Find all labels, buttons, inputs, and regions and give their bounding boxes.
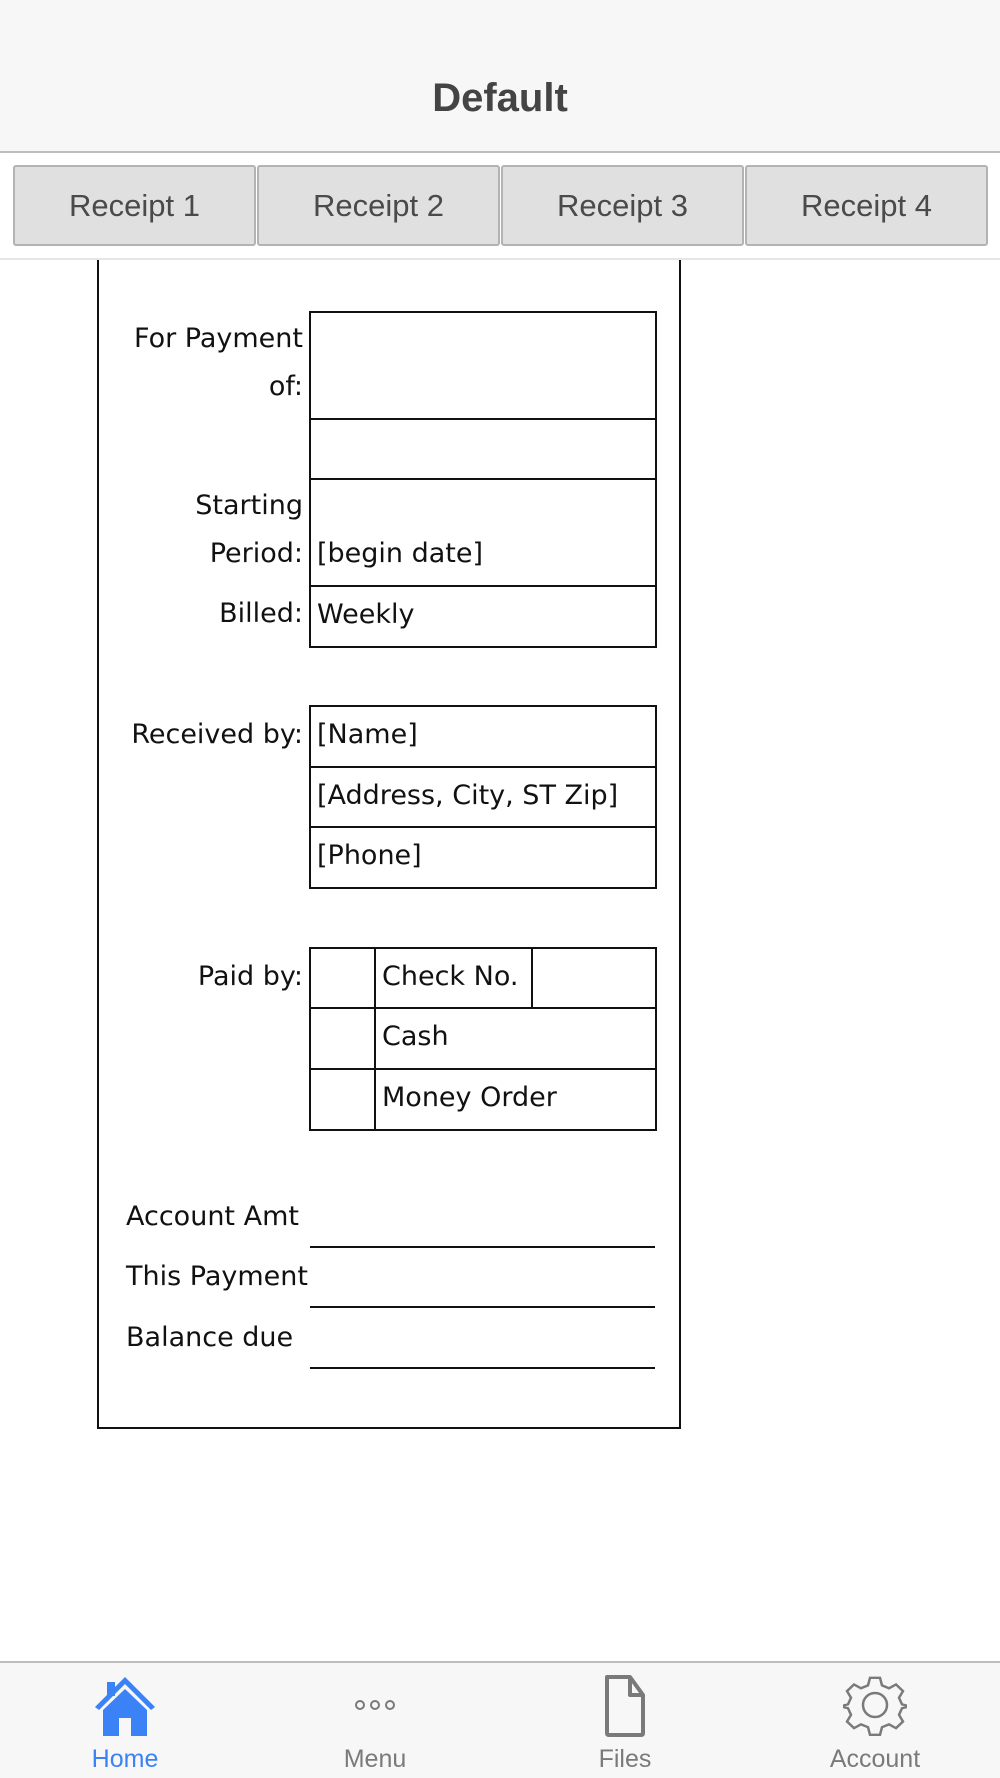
for-payment-label-line1: For Payment — [134, 323, 303, 354]
header — [0, 0, 1000, 153]
tab-receipt-1[interactable]: Receipt 1 — [13, 165, 256, 246]
starting-period-label-line2: Period: — [209, 538, 303, 569]
tab-receipt-2[interactable]: Receipt 2 — [257, 165, 500, 246]
received-by-phone: [Phone] — [317, 840, 422, 871]
cash-label: Cash — [382, 1021, 449, 1052]
tabbar-menu[interactable] — [250, 1663, 500, 1778]
starting-period-value: [begin date] — [317, 538, 484, 569]
received-by-label: Received by: — [131, 719, 303, 750]
starting-period-field[interactable] — [309, 478, 657, 588]
home-icon — [93, 1675, 157, 1737]
tabbar-home[interactable] — [0, 1663, 250, 1778]
received-by-address-field[interactable] — [309, 766, 657, 829]
tabbar-home-label: Home — [91, 1745, 159, 1773]
billed-label: Billed: — [219, 598, 303, 629]
tab-receipt-4[interactable]: Receipt 4 — [745, 165, 988, 246]
page-title: Default — [432, 76, 568, 120]
paid-by-check-label-cell — [374, 947, 534, 1010]
starting-period-label-line1: Starting — [195, 490, 303, 521]
tabbar-account[interactable] — [750, 1663, 1000, 1778]
file-icon — [593, 1675, 657, 1737]
for-payment-label-line2: of: — [268, 371, 303, 402]
this-payment-label: This Payment — [126, 1261, 308, 1292]
received-by-name-field[interactable] — [309, 705, 657, 769]
paid-by-money-order-label-cell — [374, 1068, 657, 1131]
tabbar-files-label: Files — [598, 1745, 652, 1773]
tabbar-files[interactable] — [500, 1663, 750, 1778]
for-payment-field-1[interactable] — [309, 311, 657, 421]
account-amt-label: Account Amt — [126, 1201, 299, 1232]
more-icon — [343, 1675, 407, 1737]
balance-due-label: Balance due — [126, 1322, 294, 1353]
this-payment-field[interactable] — [310, 1306, 655, 1308]
billed-field[interactable] — [309, 585, 657, 648]
received-by-phone-field[interactable] — [309, 826, 657, 889]
tab-receipt-3[interactable]: Receipt 3 — [501, 165, 744, 246]
paid-by-money-order-checkbox[interactable] — [309, 1068, 377, 1131]
money-order-label: Money Order — [382, 1082, 557, 1113]
account-amt-field[interactable] — [310, 1246, 655, 1248]
balance-due-field[interactable] — [310, 1367, 655, 1369]
paid-by-label: Paid by: — [197, 961, 303, 992]
check-number-field[interactable] — [531, 947, 657, 1010]
received-by-name: [Name] — [317, 719, 418, 750]
received-by-address: [Address, City, ST Zip] — [317, 780, 619, 811]
for-payment-field-2[interactable] — [309, 418, 657, 481]
billed-value: Weekly — [317, 599, 415, 630]
gear-icon — [843, 1675, 907, 1737]
check-no-label: Check No. — [382, 961, 519, 992]
paid-by-check-checkbox[interactable] — [309, 947, 377, 1010]
tabbar-account-label: Account — [829, 1745, 921, 1773]
bottom-tab-bar — [0, 1661, 1000, 1778]
paid-by-cash-label-cell — [374, 1007, 657, 1071]
receipt-tabs — [0, 153, 1000, 260]
tabbar-menu-label: Menu — [343, 1745, 407, 1773]
paid-by-cash-checkbox[interactable] — [309, 1007, 377, 1071]
